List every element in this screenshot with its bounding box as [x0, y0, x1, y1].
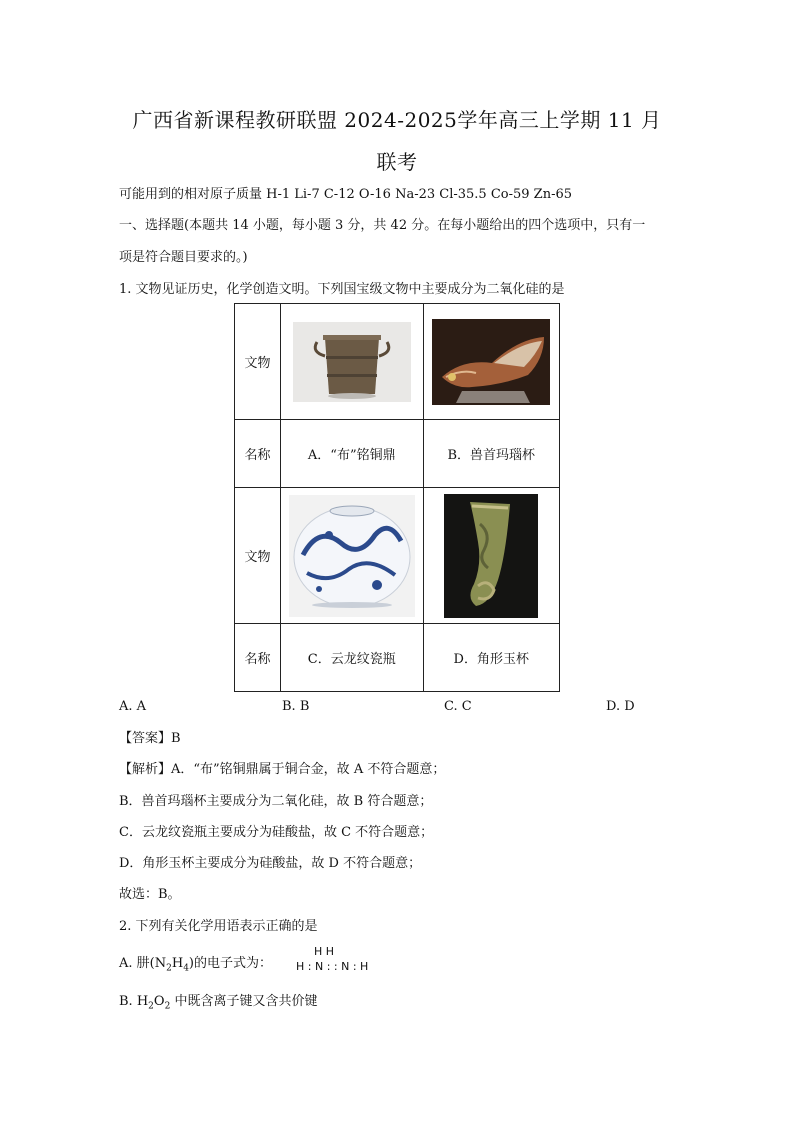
- question-2-option-b[interactable]: [119, 993, 689, 1016]
- formula-h: H: [171, 956, 184, 971]
- artifact-image-cell-b: [423, 304, 559, 420]
- porcelain-jar-image: [289, 495, 415, 617]
- artifact-name-d: D．角形玉杯: [423, 624, 559, 692]
- agate-cup-image: [432, 319, 550, 405]
- artifact-image-cell-a: [281, 304, 424, 420]
- analysis-line-2: B．兽首玛瑙杯主要成分为二氧化硅，故 B 符合题意；: [119, 794, 433, 809]
- artifact-name-a: A．“布”铭铜鼎: [281, 420, 424, 488]
- row-label-name-1: 名称: [235, 420, 281, 488]
- option-b-suffix: 中既含离子键又含共价键: [170, 994, 318, 1009]
- option-a-prefix: A. 肼: [119, 956, 150, 971]
- option-a[interactable]: A. A: [119, 699, 147, 714]
- electron-formula-main: H : N : : N : H: [296, 960, 369, 973]
- page-title-line2: 联考: [376, 150, 418, 174]
- formula-o2: O: [153, 994, 165, 1009]
- option-b[interactable]: B. B: [282, 699, 310, 714]
- formula-sub-h: 2: [148, 1001, 154, 1012]
- artifact-image-cell-c: [281, 488, 424, 624]
- artifact-name-c: C．云龙纹瓷瓶: [281, 624, 424, 692]
- question-2-stem: 2. 下列有关化学用语表示正确的是: [119, 919, 318, 934]
- answer-line: 【答案】B: [119, 731, 181, 746]
- option-c[interactable]: C. C: [444, 699, 472, 714]
- formula-sub-o: 2: [164, 1001, 171, 1012]
- formula-h2: H: [136, 994, 149, 1009]
- analysis-line-4: D．角形玉杯主要成分为硅酸盐，故 D 不符合题意；: [119, 856, 422, 871]
- analysis-line-3: C．云龙纹瓷瓶主要成分为硅酸盐，故 C 不符合题意；: [119, 825, 434, 840]
- bronze-vessel-image: [293, 322, 411, 402]
- option-a-suffix: 的电子式为：: [194, 956, 273, 971]
- electron-formula-top-h: H H: [314, 945, 335, 958]
- row-label-artifact: 文物: [235, 304, 281, 420]
- formula-sub-2: 2: [166, 963, 172, 974]
- artifact-image-cell-d: [423, 488, 559, 624]
- artifact-name-b: B．兽首玛瑙杯: [423, 420, 559, 488]
- row-label-name-2: 名称: [235, 624, 281, 692]
- question-1-stem: 1. 文物见证历史，化学创造文明。下列国宝级文物中主要成分为二氧化硅的是: [119, 282, 565, 297]
- analysis-conclusion: 故选：B。: [119, 887, 181, 902]
- section-heading-line2: 项是符合题目要求的。): [119, 250, 248, 265]
- paren-open: (: [149, 956, 155, 971]
- option-b-prefix: B.: [119, 994, 137, 1009]
- formula-sub-4: 4: [183, 963, 189, 974]
- formula-n: N: [154, 956, 167, 971]
- analysis-line-1: 【解析】A．“布”铭铜鼎属于铜合金，故 A 不符合题意；: [119, 762, 446, 777]
- section-heading-line1: 一、选择题(本题共 14 小题，每小题 3 分，共 42 分。在每小题给出的四个选项中，只有一: [119, 218, 646, 233]
- question-2-option-a[interactable]: [119, 955, 689, 978]
- jade-horn-cup-image: [444, 494, 538, 618]
- atomic-mass-line: 可能用到的相对原子质量 H-1 Li-7 C-12 O-16 Na-23 Cl-35.5 Co-59 Zn-65: [119, 187, 573, 202]
- paren-close: ): [188, 956, 194, 971]
- option-d[interactable]: D. D: [606, 699, 635, 714]
- row-label-artifact-2: 文物: [235, 488, 281, 624]
- page-title-line1: 广西省新课程教研联盟 2024-2025学年高三上学期 11 月: [132, 108, 662, 132]
- artifact-table: [234, 303, 560, 692]
